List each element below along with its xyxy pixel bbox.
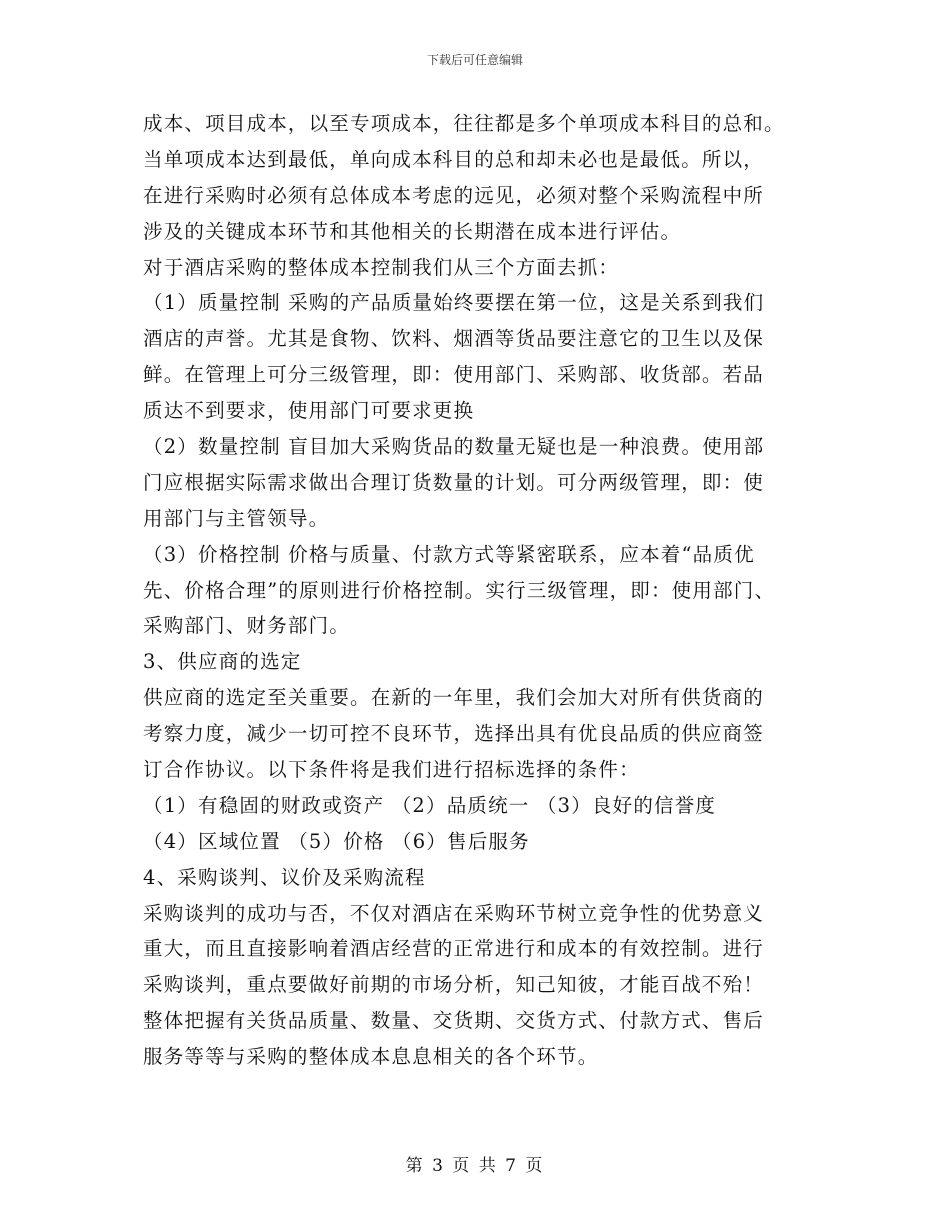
page-header-note: 下载后可任意编辑	[426, 53, 523, 67]
text-line: 供应商的选定至关重要。在新的一年里，我们会加大对所有供货商的	[143, 686, 765, 710]
text-line: 订合作协议。以下条件将是我们进行招标选择的条件：	[143, 758, 640, 782]
text-line: 质达不到要求，使用部门可要求更换	[143, 399, 475, 423]
text-line: 采购谈判，重点要做好前期的市场分析，知己知彼，才能百战不殆！	[143, 973, 765, 997]
text-line: 在进行采购时必须有总体成本考虑的远见，必须对整个采购流程中所	[143, 183, 765, 207]
section-heading: 3、供应商的选定	[143, 650, 302, 674]
text-line: 门应根据实际需求做出合理订货数量的计划。可分两级管理，即：使	[143, 470, 765, 494]
text-line: （1）有稳固的财政或资产 （2）品质统一 （3）良好的信誉度	[143, 793, 717, 817]
text-line: 整体把握有关货品质量、数量、交货期、交货方式、付款方式、售后	[143, 1009, 765, 1033]
page-number-footer: 第 3 页 共 7 页	[405, 1156, 545, 1176]
text-line: 酒店的声誉。尤其是食物、饮料、烟酒等货品要注意它的卫生以及保	[143, 327, 765, 351]
text-line: 考察力度，减少一切可控不良环节，选择出具有优良品质的供应商签	[143, 722, 765, 746]
section-heading: 4、采购谈判、议价及采购流程	[143, 865, 426, 889]
text-line: 重大，而且直接影响着酒店经营的正常进行和成本的有效控制。进行	[143, 937, 765, 961]
text-line: 对于酒店采购的整体成本控制我们从三个方面去抓：	[143, 255, 620, 279]
text-line: 先、价格合理”的原则进行价格控制。实行三级管理，即：使用部门、	[143, 578, 776, 602]
text-line: （3）价格控制 价格与质量、付款方式等紧密联系，应本着“品质优	[143, 542, 755, 566]
text-line: 鲜。在管理上可分三级管理，即：使用部门、采购部、收货部。若品	[143, 363, 765, 387]
text-line: 服务等等与采购的整体成本息息相关的各个环节。	[143, 1045, 599, 1069]
text-line: 涉及的关键成本环节和其他相关的长期潜在成本进行评估。	[143, 219, 682, 243]
text-line: （2）数量控制 盲目加大采购货品的数量无疑也是一种浪费。使用部	[143, 435, 765, 459]
text-line: 当单项成本达到最低，单向成本科目的总和却未必也是最低。所以，	[143, 147, 765, 171]
text-line: 用部门与主管领导。	[143, 506, 330, 530]
document-body	[143, 106, 823, 1075]
text-line: 成本、项目成本，以至专项成本，往往都是多个单项成本科目的总和。	[143, 112, 785, 135]
text-line: （1）质量控制 采购的产品质量始终要摆在第一位，这是关系到我们	[143, 291, 765, 315]
text-line: 采购谈判的成功与否，不仅对酒店在采购环节树立竞争性的优势意义	[143, 901, 765, 925]
text-line: （4）区域位置 （5）价格 （6）售后服务	[143, 829, 530, 853]
text-line: 采购部门、财务部门。	[143, 614, 351, 638]
